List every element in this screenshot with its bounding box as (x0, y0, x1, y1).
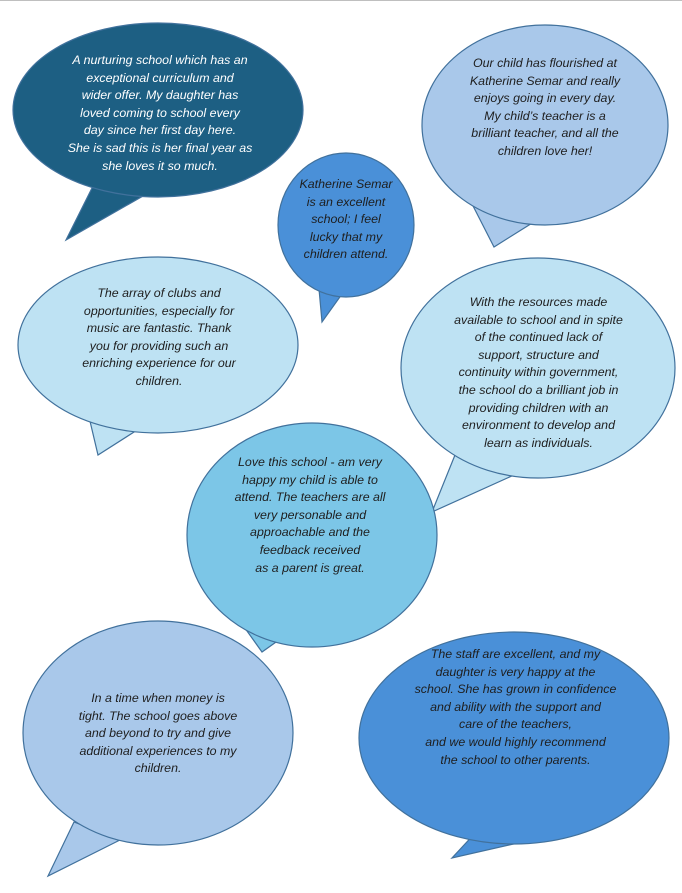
testimonial-text-6: Love this school - am very happy my child is able to attend. The teachers are all very personable and approachable and the feedback received as a parent is great. (234, 455, 386, 575)
testimonial-text-4: The array of clubs and opportunities, especially for music are fantastic. Thank you for providing such an enriching experience for our children. (82, 286, 236, 388)
testimonial-text-2: Our child has flourished at Katherine Semar and really enjoys going in every day. My child’s teacher is a brilliant teacher, and all the children love her! (469, 56, 621, 158)
testimonial-text-5: With the resources made available to school and in spite of the continued lack of support, structure and continuity within government, the school do a brilliant job in providing children with an environment to develop and learn as individuals. (454, 295, 623, 450)
testimonial-text-1: A nurturing school which has an exceptional curriculum and wider offer. My daughter has loved coming to school every day since her first day here. She is sad this is her final year as she loves it so much. (67, 53, 253, 173)
testimonial-text-3: Katherine Semar is an excellent school; I feel lucky that my children attend. (299, 177, 393, 262)
testimonial-text-8: The staff are excellent, and my daughter is very happy at the school. She has grown in confidence and ability with the support and care of the teachers, and we would highly recommend the school to other parents. (414, 647, 617, 767)
testimonial-text-7: In a time when money is tight. The school goes above and beyond to try and give additional experiences to my children. (78, 691, 238, 776)
